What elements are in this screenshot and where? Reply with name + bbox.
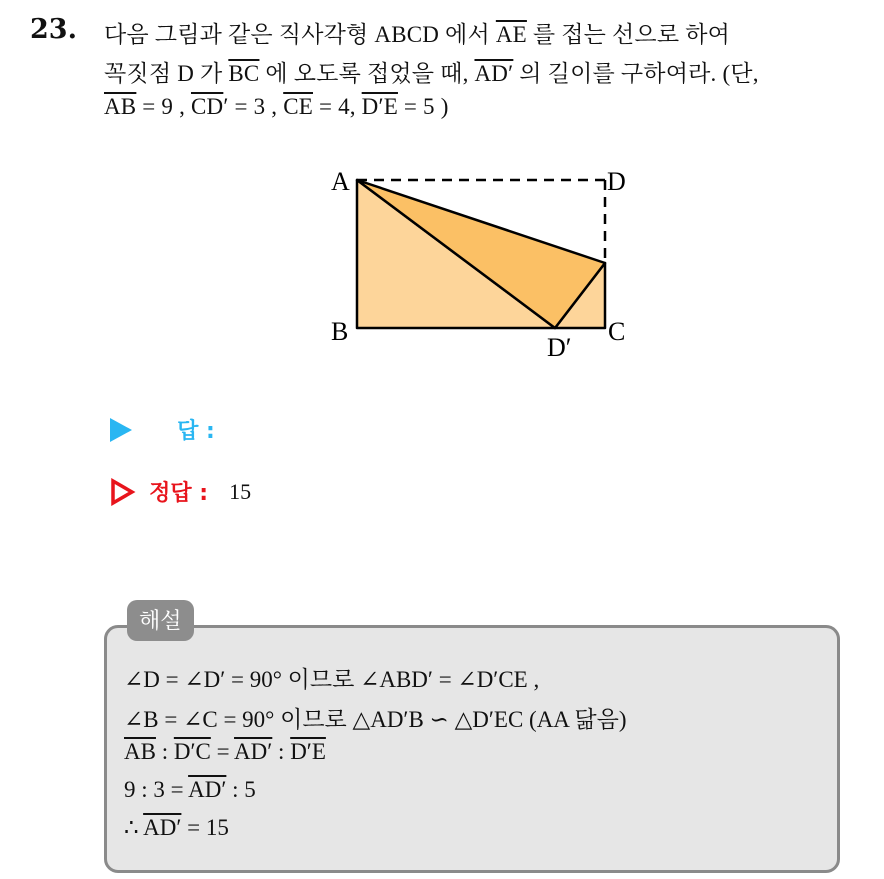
- outline-arrow-icon: [110, 478, 136, 506]
- question-text: 다음 그림과 같은 직사각형 ABCD 에서: [104, 22, 496, 47]
- explanation-line-2: ∠B = ∠C = 90° 이므로 △AD′B ∽ △D′EC (AA 닮음): [124, 707, 627, 732]
- equals-sign: =: [210, 739, 235, 764]
- segment-d-prime-c: D′C: [173, 739, 211, 764]
- play-arrow-icon: [110, 418, 132, 442]
- ratio-colon: :: [272, 739, 291, 764]
- segment-ae: $\overline{AE}$: [495, 22, 527, 47]
- question-text: = 4,: [313, 94, 362, 119]
- result-text: = 15: [181, 815, 229, 840]
- explanation-tab: 해설: [127, 600, 194, 641]
- label-d-prime: D′: [547, 333, 572, 360]
- ratio-colon: :: [155, 739, 174, 764]
- segment-bc: $\overline{BC}$: [228, 61, 260, 86]
- question-text: = 5 ): [397, 94, 449, 119]
- question-text: = 9 ,: [136, 94, 191, 119]
- folded-rectangle-figure: [325, 160, 645, 360]
- question-text: 에 오도록 접었을 때,: [259, 61, 475, 86]
- segment-ad-prime: AD′: [188, 777, 227, 802]
- correct-answer-row: [110, 476, 251, 507]
- segment-cd: $\overline{CD}$: [190, 94, 224, 119]
- question-text: 를 접는 선으로 하여: [526, 22, 731, 47]
- ratio-text: 9 : 3 =: [124, 777, 189, 802]
- label-d: D: [607, 167, 626, 196]
- question-number: 23.: [30, 14, 77, 45]
- segment-d-prime-e: D′E: [361, 94, 398, 119]
- therefore-symbol: ∴: [124, 815, 144, 840]
- question-text-line-3: [104, 94, 449, 120]
- segment-d-prime-e: D′E: [290, 739, 326, 764]
- explanation-line-3: [124, 739, 326, 765]
- explanation-line-4: [124, 777, 256, 803]
- question-text: 꼭짓점 D 가: [104, 61, 229, 86]
- question-text: ′ = 3 ,: [223, 94, 284, 119]
- answer-label: 답 :: [177, 419, 215, 444]
- segment-ab: $\overline{AB}$: [104, 94, 137, 119]
- segment-ad-prime: AD′: [474, 61, 514, 86]
- label-a: A: [331, 167, 350, 196]
- question-text-line-2: [104, 55, 759, 88]
- correct-answer-label: 정답 :: [149, 481, 209, 506]
- label-b: B: [331, 317, 349, 346]
- explanation-line-1: ∠D = ∠D′ = 90° 이므로 ∠ABD′ = ∠D′CE ,: [124, 667, 540, 692]
- label-c: C: [608, 317, 626, 346]
- explanation-line-5: [124, 815, 229, 841]
- segment-ad-prime: AD′: [143, 815, 182, 840]
- answer-row: [110, 414, 215, 445]
- segment-ce: $\overline{CE}$: [283, 94, 313, 119]
- correct-answer-value: 15: [229, 478, 252, 504]
- question-text-line-1: [104, 16, 730, 49]
- segment-ad-prime: AD′: [234, 739, 273, 764]
- segment-ab: $\overline{AB}$: [124, 739, 156, 764]
- ratio-text: : 5: [226, 777, 256, 802]
- question-text: 의 길이를 구하여라. (단,: [513, 61, 759, 86]
